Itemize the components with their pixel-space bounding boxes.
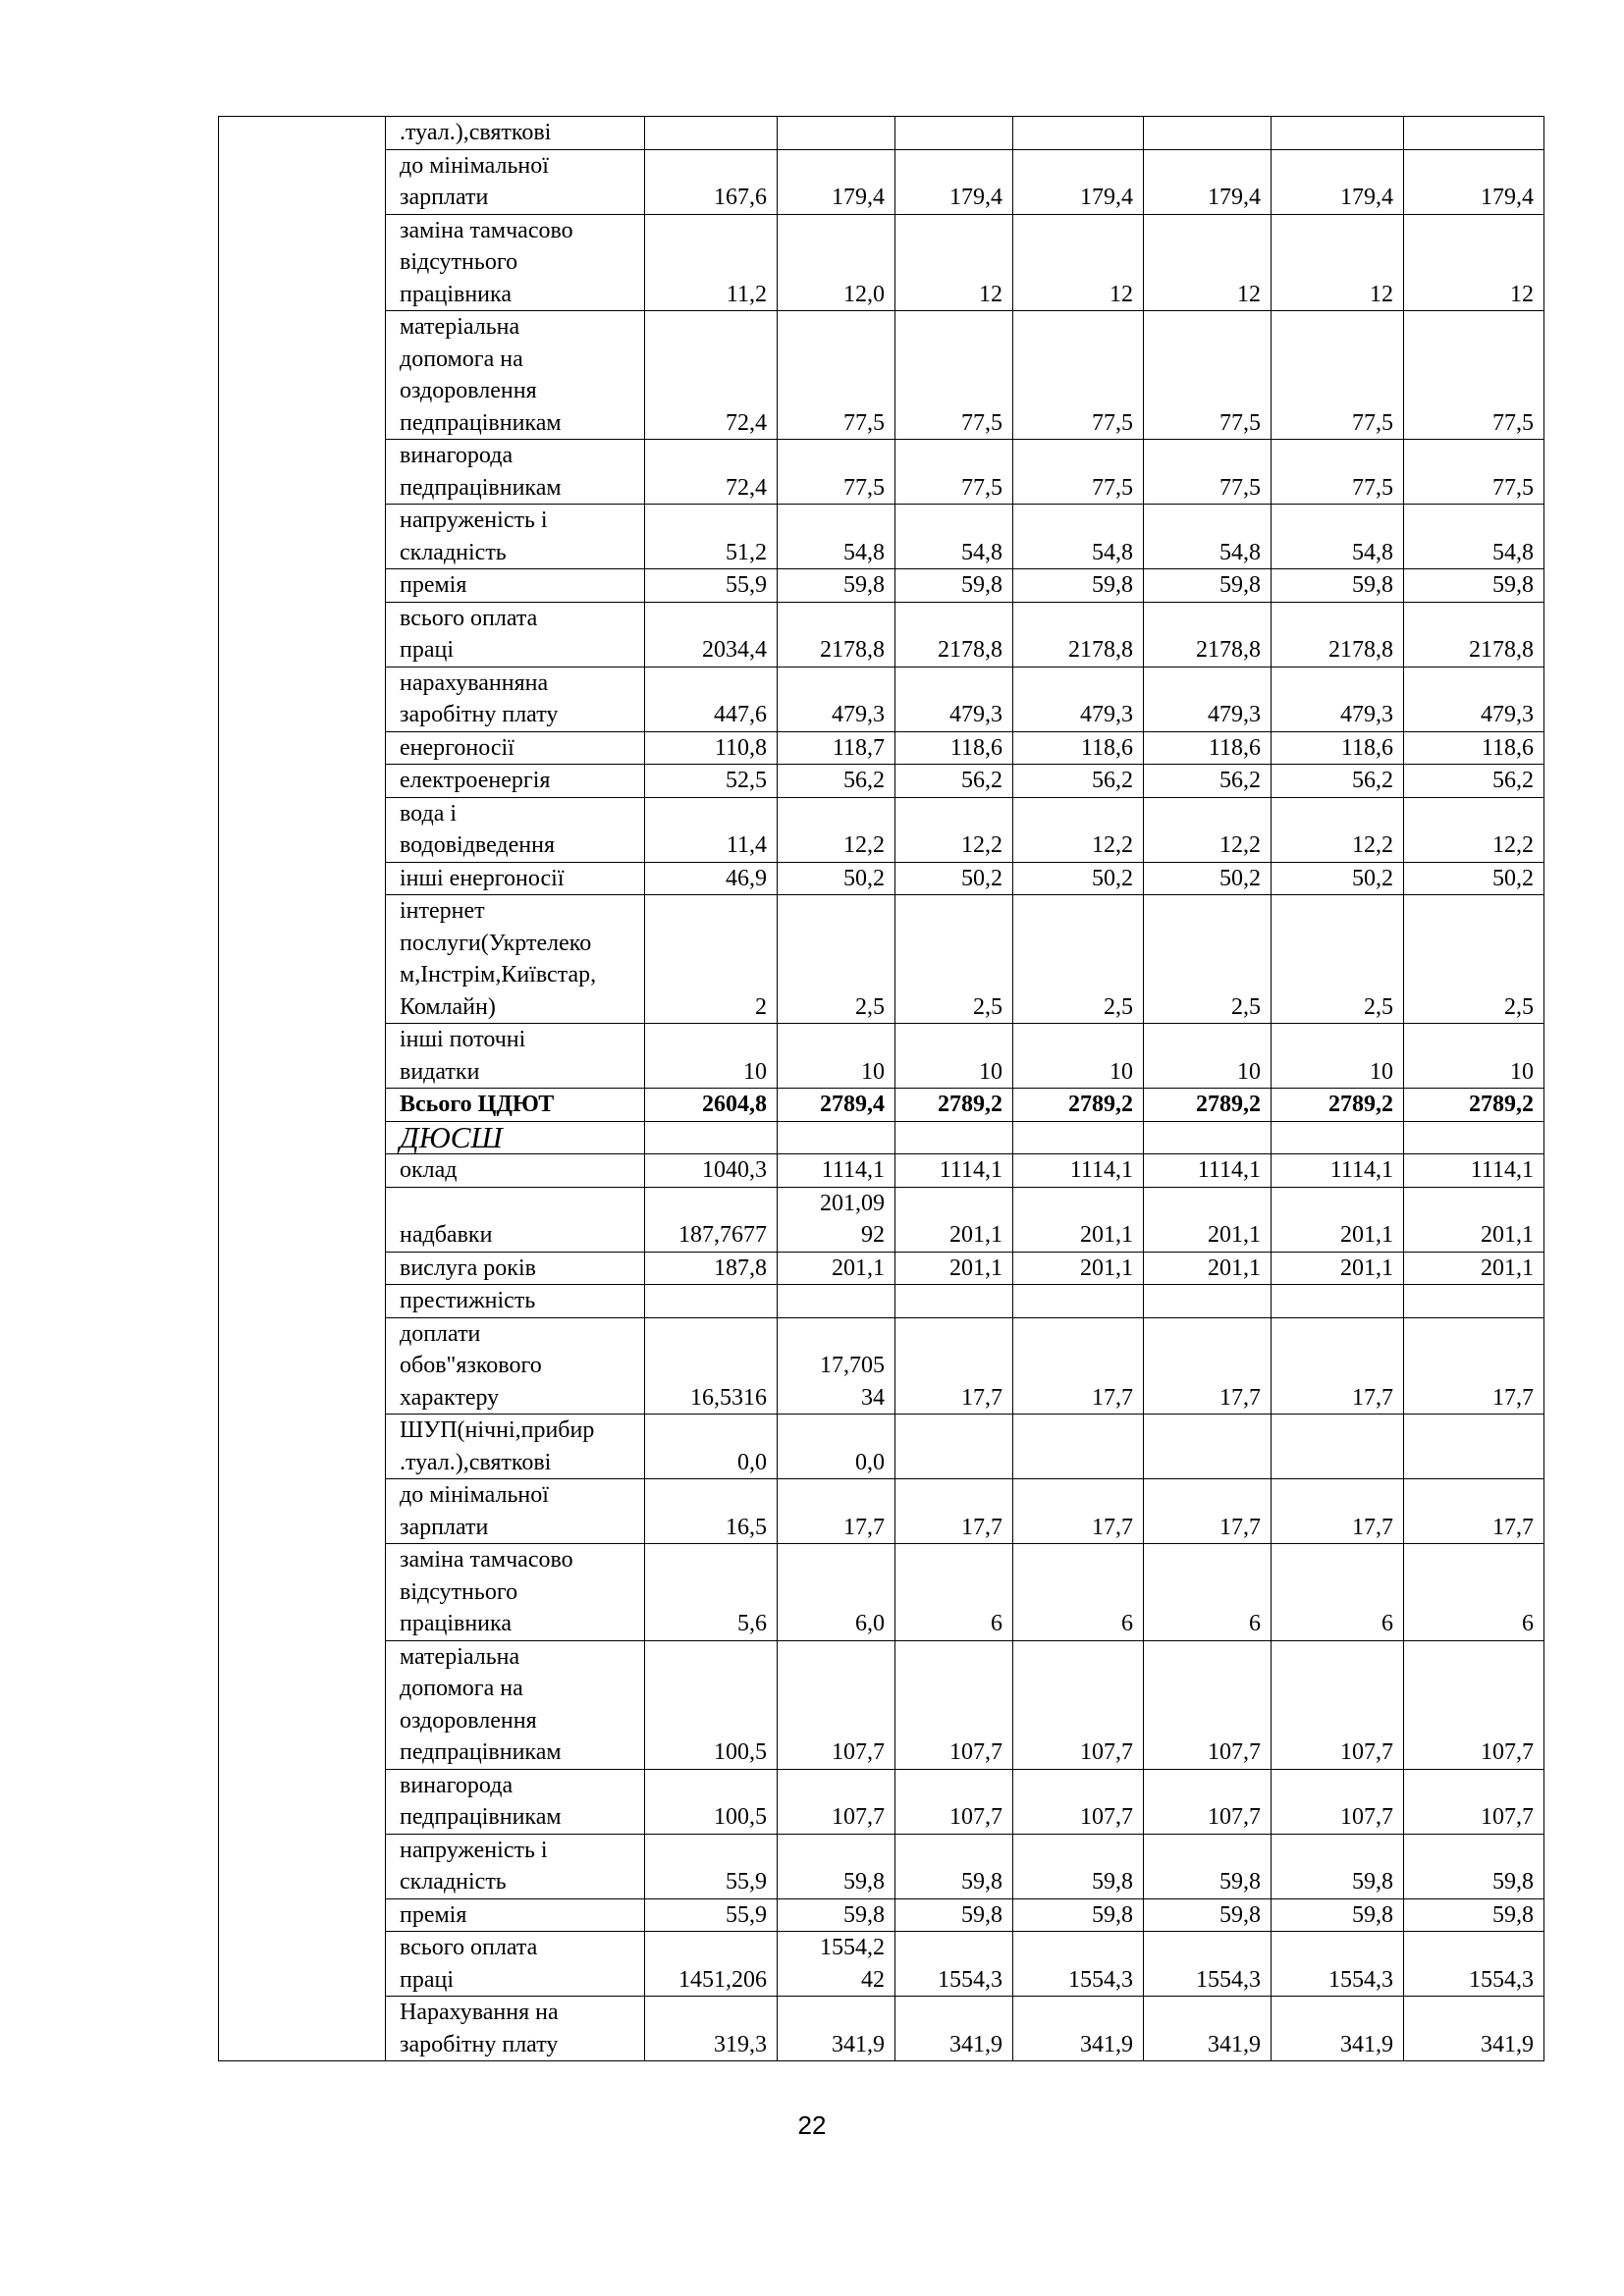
row-label: всього оплата праці: [386, 1932, 645, 1997]
row-label: вислуга років: [386, 1252, 645, 1285]
value-cell: 118,6: [895, 731, 1013, 765]
value-cell: 59,8: [1404, 1898, 1544, 1932]
row-label: до мінімальної зарплати: [386, 1479, 645, 1544]
value-cell: 59,8: [1404, 569, 1544, 603]
table-row: [219, 1154, 1544, 1188]
value-cell: 77,5: [1013, 440, 1144, 505]
value-cell: [1013, 1415, 1144, 1479]
table-row: [219, 667, 1544, 731]
value-cell: 17,7: [1404, 1317, 1544, 1415]
row-label: електроенергія: [386, 765, 645, 798]
row-label: винагорода педпрацівникам: [386, 440, 645, 505]
value-cell: 118,7: [778, 731, 895, 765]
value-cell: 54,8: [895, 505, 1013, 569]
table-row: [219, 1089, 1544, 1122]
row-label: інші енергоносії: [386, 862, 645, 895]
value-cell: 179,4: [1272, 149, 1404, 214]
value-cell: 0,0: [645, 1415, 778, 1479]
value-cell: 2,5: [778, 895, 895, 1024]
value-cell: 1554,3: [1272, 1932, 1404, 1997]
value-cell: 11,2: [645, 214, 778, 311]
value-cell: 201,1: [1013, 1252, 1144, 1285]
value-cell: 17,7: [895, 1479, 1013, 1544]
value-cell: 341,9: [1272, 1997, 1404, 2061]
row-label: напруженість і складність: [386, 505, 645, 569]
value-cell: 201,1: [1013, 1187, 1144, 1252]
value-cell: 56,2: [1272, 765, 1404, 798]
value-cell: 59,8: [1013, 1834, 1144, 1898]
value-cell: 107,7: [778, 1640, 895, 1769]
value-cell: 17,7: [1013, 1317, 1144, 1415]
value-cell: [1013, 117, 1144, 150]
table-row: [219, 765, 1544, 798]
value-cell: 167,6: [645, 149, 778, 214]
value-cell: 12: [1404, 214, 1544, 311]
value-cell: 341,9: [1013, 1997, 1144, 2061]
value-cell: 52,5: [645, 765, 778, 798]
value-cell: 107,7: [1272, 1640, 1404, 1769]
value-cell: 50,2: [1404, 862, 1544, 895]
value-cell: 59,8: [778, 1834, 895, 1898]
value-cell: 479,3: [1144, 667, 1272, 731]
value-cell: 2789,2: [1272, 1089, 1404, 1122]
value-cell: [895, 1285, 1013, 1318]
value-cell: 12: [1272, 214, 1404, 311]
value-cell: 54,8: [1013, 505, 1144, 569]
value-cell: [1013, 1121, 1144, 1154]
value-cell: 72,4: [645, 311, 778, 440]
value-cell: 55,9: [645, 1834, 778, 1898]
value-cell: 17,7: [1404, 1479, 1544, 1544]
value-cell: 2178,8: [1272, 602, 1404, 667]
value-cell: 201,1: [895, 1252, 1013, 1285]
value-cell: 107,7: [1404, 1640, 1544, 1769]
row-label: енергоносії: [386, 731, 645, 765]
budget-table: [218, 116, 1544, 2061]
row-label: премія: [386, 569, 645, 603]
value-cell: 51,2: [645, 505, 778, 569]
value-cell: 2178,8: [1404, 602, 1544, 667]
value-cell: 17,7: [778, 1479, 895, 1544]
value-cell: 46,9: [645, 862, 778, 895]
value-cell: 17,7: [1013, 1479, 1144, 1544]
value-cell: 1451,206: [645, 1932, 778, 1997]
value-cell: 77,5: [1404, 440, 1544, 505]
value-cell: 479,3: [895, 667, 1013, 731]
value-cell: 54,8: [1404, 505, 1544, 569]
blank-first-column: [219, 117, 386, 2061]
value-cell: 54,8: [1272, 505, 1404, 569]
value-cell: 2034,4: [645, 602, 778, 667]
table-row: [219, 311, 1544, 440]
value-cell: [1013, 1285, 1144, 1318]
row-label: ШУП(нічні,прибир .туал.),святкові: [386, 1415, 645, 1479]
value-cell: 0,0: [778, 1415, 895, 1479]
value-cell: 201,1: [1272, 1187, 1404, 1252]
value-cell: 179,4: [1404, 149, 1544, 214]
value-cell: [1404, 1121, 1544, 1154]
value-cell: 2,5: [1272, 895, 1404, 1024]
value-cell: [778, 1285, 895, 1318]
value-cell: 56,2: [895, 765, 1013, 798]
value-cell: 107,7: [1144, 1640, 1272, 1769]
value-cell: 10: [1272, 1024, 1404, 1089]
row-label: нарахуванняна заробітну плату: [386, 667, 645, 731]
value-cell: 10: [778, 1024, 895, 1089]
table-row: [219, 1898, 1544, 1932]
value-cell: 6,0: [778, 1544, 895, 1641]
value-cell: 6: [1144, 1544, 1272, 1641]
row-label: винагорода педпрацівникам: [386, 1769, 645, 1834]
value-cell: 110,8: [645, 731, 778, 765]
value-cell: 72,4: [645, 440, 778, 505]
value-cell: [778, 1121, 895, 1154]
value-cell: 10: [1144, 1024, 1272, 1089]
value-cell: 107,7: [1404, 1769, 1544, 1834]
value-cell: 1114,1: [895, 1154, 1013, 1188]
value-cell: 118,6: [1404, 731, 1544, 765]
value-cell: 59,8: [895, 569, 1013, 603]
table-row: [219, 797, 1544, 862]
value-cell: 16,5: [645, 1479, 778, 1544]
value-cell: 6: [1404, 1544, 1544, 1641]
value-cell: 77,5: [895, 440, 1013, 505]
value-cell: 2178,8: [895, 602, 1013, 667]
value-cell: 77,5: [1272, 440, 1404, 505]
section-heading: ДЮСШ: [386, 1121, 645, 1154]
value-cell: 17,7: [1144, 1317, 1272, 1415]
value-cell: 1554,3: [1144, 1932, 1272, 1997]
value-cell: 12,0: [778, 214, 895, 311]
row-label: престижність: [386, 1285, 645, 1318]
value-cell: [1144, 117, 1272, 150]
table-row: [219, 1997, 1544, 2061]
value-cell: 2: [645, 895, 778, 1024]
table-row: [219, 1024, 1544, 1089]
value-cell: [1144, 1285, 1272, 1318]
table-row: [219, 1415, 1544, 1479]
value-cell: 12,2: [1013, 797, 1144, 862]
value-cell: 50,2: [778, 862, 895, 895]
value-cell: 12,2: [1272, 797, 1404, 862]
value-cell: [1272, 117, 1404, 150]
value-cell: 201,1: [1144, 1252, 1272, 1285]
value-cell: 59,8: [778, 569, 895, 603]
value-cell: 59,8: [895, 1898, 1013, 1932]
value-cell: 12,2: [1144, 797, 1272, 862]
value-cell: 2604,8: [645, 1089, 778, 1122]
value-cell: 12,2: [1404, 797, 1544, 862]
value-cell: 12,2: [895, 797, 1013, 862]
row-label: доплати обов"язкового характеру: [386, 1317, 645, 1415]
value-cell: 341,9: [778, 1997, 895, 2061]
value-cell: 59,8: [1404, 1834, 1544, 1898]
value-cell: 179,4: [1013, 149, 1144, 214]
value-cell: 77,5: [778, 311, 895, 440]
value-cell: 447,6: [645, 667, 778, 731]
value-cell: 50,2: [1013, 862, 1144, 895]
value-cell: 479,3: [778, 667, 895, 731]
value-cell: 107,7: [1144, 1769, 1272, 1834]
value-cell: [1404, 117, 1544, 150]
value-cell: 187,7677: [645, 1187, 778, 1252]
value-cell: 1114,1: [1144, 1154, 1272, 1188]
value-cell: 107,7: [895, 1769, 1013, 1834]
value-cell: 107,7: [778, 1769, 895, 1834]
value-cell: 10: [1404, 1024, 1544, 1089]
value-cell: 1114,1: [778, 1154, 895, 1188]
value-cell: 55,9: [645, 569, 778, 603]
value-cell: 2178,8: [1013, 602, 1144, 667]
table-row: [219, 1187, 1544, 1252]
value-cell: [895, 1121, 1013, 1154]
value-cell: 2789,2: [1144, 1089, 1272, 1122]
table-row: [219, 440, 1544, 505]
value-cell: 77,5: [1272, 311, 1404, 440]
value-cell: 2789,2: [1013, 1089, 1144, 1122]
value-cell: 479,3: [1272, 667, 1404, 731]
table-row: [219, 862, 1544, 895]
value-cell: [1272, 1121, 1404, 1154]
table-row: [219, 1285, 1544, 1318]
value-cell: 54,8: [778, 505, 895, 569]
row-label: напруженість і складність: [386, 1834, 645, 1898]
value-cell: 201,1: [1404, 1252, 1544, 1285]
value-cell: 59,8: [895, 1834, 1013, 1898]
value-cell: 2789,4: [778, 1089, 895, 1122]
value-cell: 1554,2 42: [778, 1932, 895, 1997]
value-cell: 100,5: [645, 1769, 778, 1834]
table-row: [219, 1317, 1544, 1415]
value-cell: 2,5: [1013, 895, 1144, 1024]
value-cell: 1114,1: [1404, 1154, 1544, 1188]
value-cell: 341,9: [1144, 1997, 1272, 2061]
value-cell: 2,5: [1144, 895, 1272, 1024]
budget-table-body: [219, 117, 1544, 2061]
value-cell: 2789,2: [1404, 1089, 1544, 1122]
value-cell: 77,5: [1144, 440, 1272, 505]
value-cell: 201,1: [1144, 1187, 1272, 1252]
value-cell: 10: [645, 1024, 778, 1089]
row-label: матеріальна допомога на оздоровлення педпрацівникам: [386, 311, 645, 440]
row-label: інші поточні видатки: [386, 1024, 645, 1089]
table-row: [219, 1479, 1544, 1544]
value-cell: 77,5: [1404, 311, 1544, 440]
value-cell: [1144, 1415, 1272, 1479]
value-cell: [1144, 1121, 1272, 1154]
row-label: премія: [386, 1898, 645, 1932]
value-cell: 17,7: [1144, 1479, 1272, 1544]
value-cell: 1554,3: [895, 1932, 1013, 1997]
value-cell: 1040,3: [645, 1154, 778, 1188]
value-cell: 59,8: [1013, 1898, 1144, 1932]
value-cell: 2178,8: [778, 602, 895, 667]
value-cell: 179,4: [895, 149, 1013, 214]
row-label: Нарахування на заробітну плату: [386, 1997, 645, 2061]
value-cell: [895, 117, 1013, 150]
value-cell: [645, 1121, 778, 1154]
value-cell: 77,5: [778, 440, 895, 505]
value-cell: 59,8: [1013, 569, 1144, 603]
value-cell: 17,705 34: [778, 1317, 895, 1415]
value-cell: 56,2: [1013, 765, 1144, 798]
value-cell: 201,09 92: [778, 1187, 895, 1252]
table-row: [219, 895, 1544, 1024]
table-row: [219, 569, 1544, 603]
value-cell: 6: [1272, 1544, 1404, 1641]
value-cell: 59,8: [1144, 1834, 1272, 1898]
value-cell: 107,7: [1272, 1769, 1404, 1834]
value-cell: 479,3: [1013, 667, 1144, 731]
row-label: матеріальна допомога на оздоровлення педпрацівникам: [386, 1640, 645, 1769]
value-cell: 319,3: [645, 1997, 778, 2061]
value-cell: 6: [895, 1544, 1013, 1641]
value-cell: [1404, 1415, 1544, 1479]
table-row: [219, 149, 1544, 214]
value-cell: 1554,3: [1013, 1932, 1144, 1997]
value-cell: 6: [1013, 1544, 1144, 1641]
value-cell: 17,7: [895, 1317, 1013, 1415]
table-row: [219, 505, 1544, 569]
value-cell: 77,5: [895, 311, 1013, 440]
value-cell: 179,4: [778, 149, 895, 214]
value-cell: 59,8: [1144, 1898, 1272, 1932]
value-cell: 179,4: [1144, 149, 1272, 214]
table-row: [219, 117, 1544, 150]
row-label: .туал.),святкові: [386, 117, 645, 150]
value-cell: 56,2: [1144, 765, 1272, 798]
table-row: [219, 1932, 1544, 1997]
value-cell: 100,5: [645, 1640, 778, 1769]
value-cell: 11,4: [645, 797, 778, 862]
value-cell: [1272, 1285, 1404, 1318]
value-cell: 50,2: [895, 862, 1013, 895]
row-label: інтернет послуги(Укртелеко м,Інстрім,Київстар, Комлайн): [386, 895, 645, 1024]
table-row: [219, 1640, 1544, 1769]
value-cell: 59,8: [778, 1898, 895, 1932]
value-cell: 56,2: [1404, 765, 1544, 798]
row-label: до мінімальної зарплати: [386, 149, 645, 214]
value-cell: 59,8: [1272, 1834, 1404, 1898]
value-cell: 77,5: [1144, 311, 1272, 440]
value-cell: 341,9: [1404, 1997, 1544, 2061]
value-cell: 201,1: [778, 1252, 895, 1285]
table-row: [219, 1121, 1544, 1154]
value-cell: 50,2: [1144, 862, 1272, 895]
row-label: всього оплата праці: [386, 602, 645, 667]
value-cell: 2,5: [1404, 895, 1544, 1024]
table-row: [219, 1769, 1544, 1834]
table-row: [219, 602, 1544, 667]
value-cell: 2789,2: [895, 1089, 1013, 1122]
value-cell: 187,8: [645, 1252, 778, 1285]
value-cell: 1554,3: [1404, 1932, 1544, 1997]
value-cell: 12: [1013, 214, 1144, 311]
value-cell: 10: [1013, 1024, 1144, 1089]
row-label: заміна тамчасово відсутнього працівника: [386, 214, 645, 311]
value-cell: 12,2: [778, 797, 895, 862]
row-label: оклад: [386, 1154, 645, 1188]
value-cell: 55,9: [645, 1898, 778, 1932]
value-cell: 77,5: [1013, 311, 1144, 440]
value-cell: 118,6: [1144, 731, 1272, 765]
value-cell: 118,6: [1272, 731, 1404, 765]
value-cell: 54,8: [1144, 505, 1272, 569]
value-cell: 56,2: [778, 765, 895, 798]
table-row: [219, 1252, 1544, 1285]
value-cell: 59,8: [1144, 569, 1272, 603]
value-cell: 5,6: [645, 1544, 778, 1641]
value-cell: 1114,1: [1013, 1154, 1144, 1188]
row-label: надбавки: [386, 1187, 645, 1252]
value-cell: [778, 117, 895, 150]
value-cell: 2,5: [895, 895, 1013, 1024]
value-cell: 479,3: [1404, 667, 1544, 731]
value-cell: 1114,1: [1272, 1154, 1404, 1188]
value-cell: 107,7: [1013, 1769, 1144, 1834]
table-row: [219, 731, 1544, 765]
value-cell: 201,1: [1404, 1187, 1544, 1252]
value-cell: 107,7: [1013, 1640, 1144, 1769]
value-cell: 17,7: [1272, 1479, 1404, 1544]
value-cell: [1404, 1285, 1544, 1318]
value-cell: [895, 1415, 1013, 1479]
value-cell: 12: [895, 214, 1013, 311]
row-label: заміна тамчасово відсутнього працівника: [386, 1544, 645, 1641]
value-cell: 59,8: [1272, 1898, 1404, 1932]
value-cell: 118,6: [1013, 731, 1144, 765]
value-cell: 107,7: [895, 1640, 1013, 1769]
value-cell: 50,2: [1272, 862, 1404, 895]
value-cell: 10: [895, 1024, 1013, 1089]
value-cell: 201,1: [895, 1187, 1013, 1252]
value-cell: 17,7: [1272, 1317, 1404, 1415]
page-number: 22: [797, 2110, 827, 2140]
value-cell: [645, 1285, 778, 1318]
value-cell: 12: [1144, 214, 1272, 311]
table-row: [219, 1834, 1544, 1898]
row-label: Всього ЦДЮТ: [386, 1089, 645, 1122]
value-cell: 201,1: [1272, 1252, 1404, 1285]
value-cell: 2178,8: [1144, 602, 1272, 667]
value-cell: [1272, 1415, 1404, 1479]
table-row: [219, 214, 1544, 311]
value-cell: 16,5316: [645, 1317, 778, 1415]
value-cell: [645, 117, 778, 150]
value-cell: 59,8: [1272, 569, 1404, 603]
value-cell: 341,9: [895, 1997, 1013, 2061]
row-label: вода і водовідведення: [386, 797, 645, 862]
table-row: [219, 1544, 1544, 1641]
